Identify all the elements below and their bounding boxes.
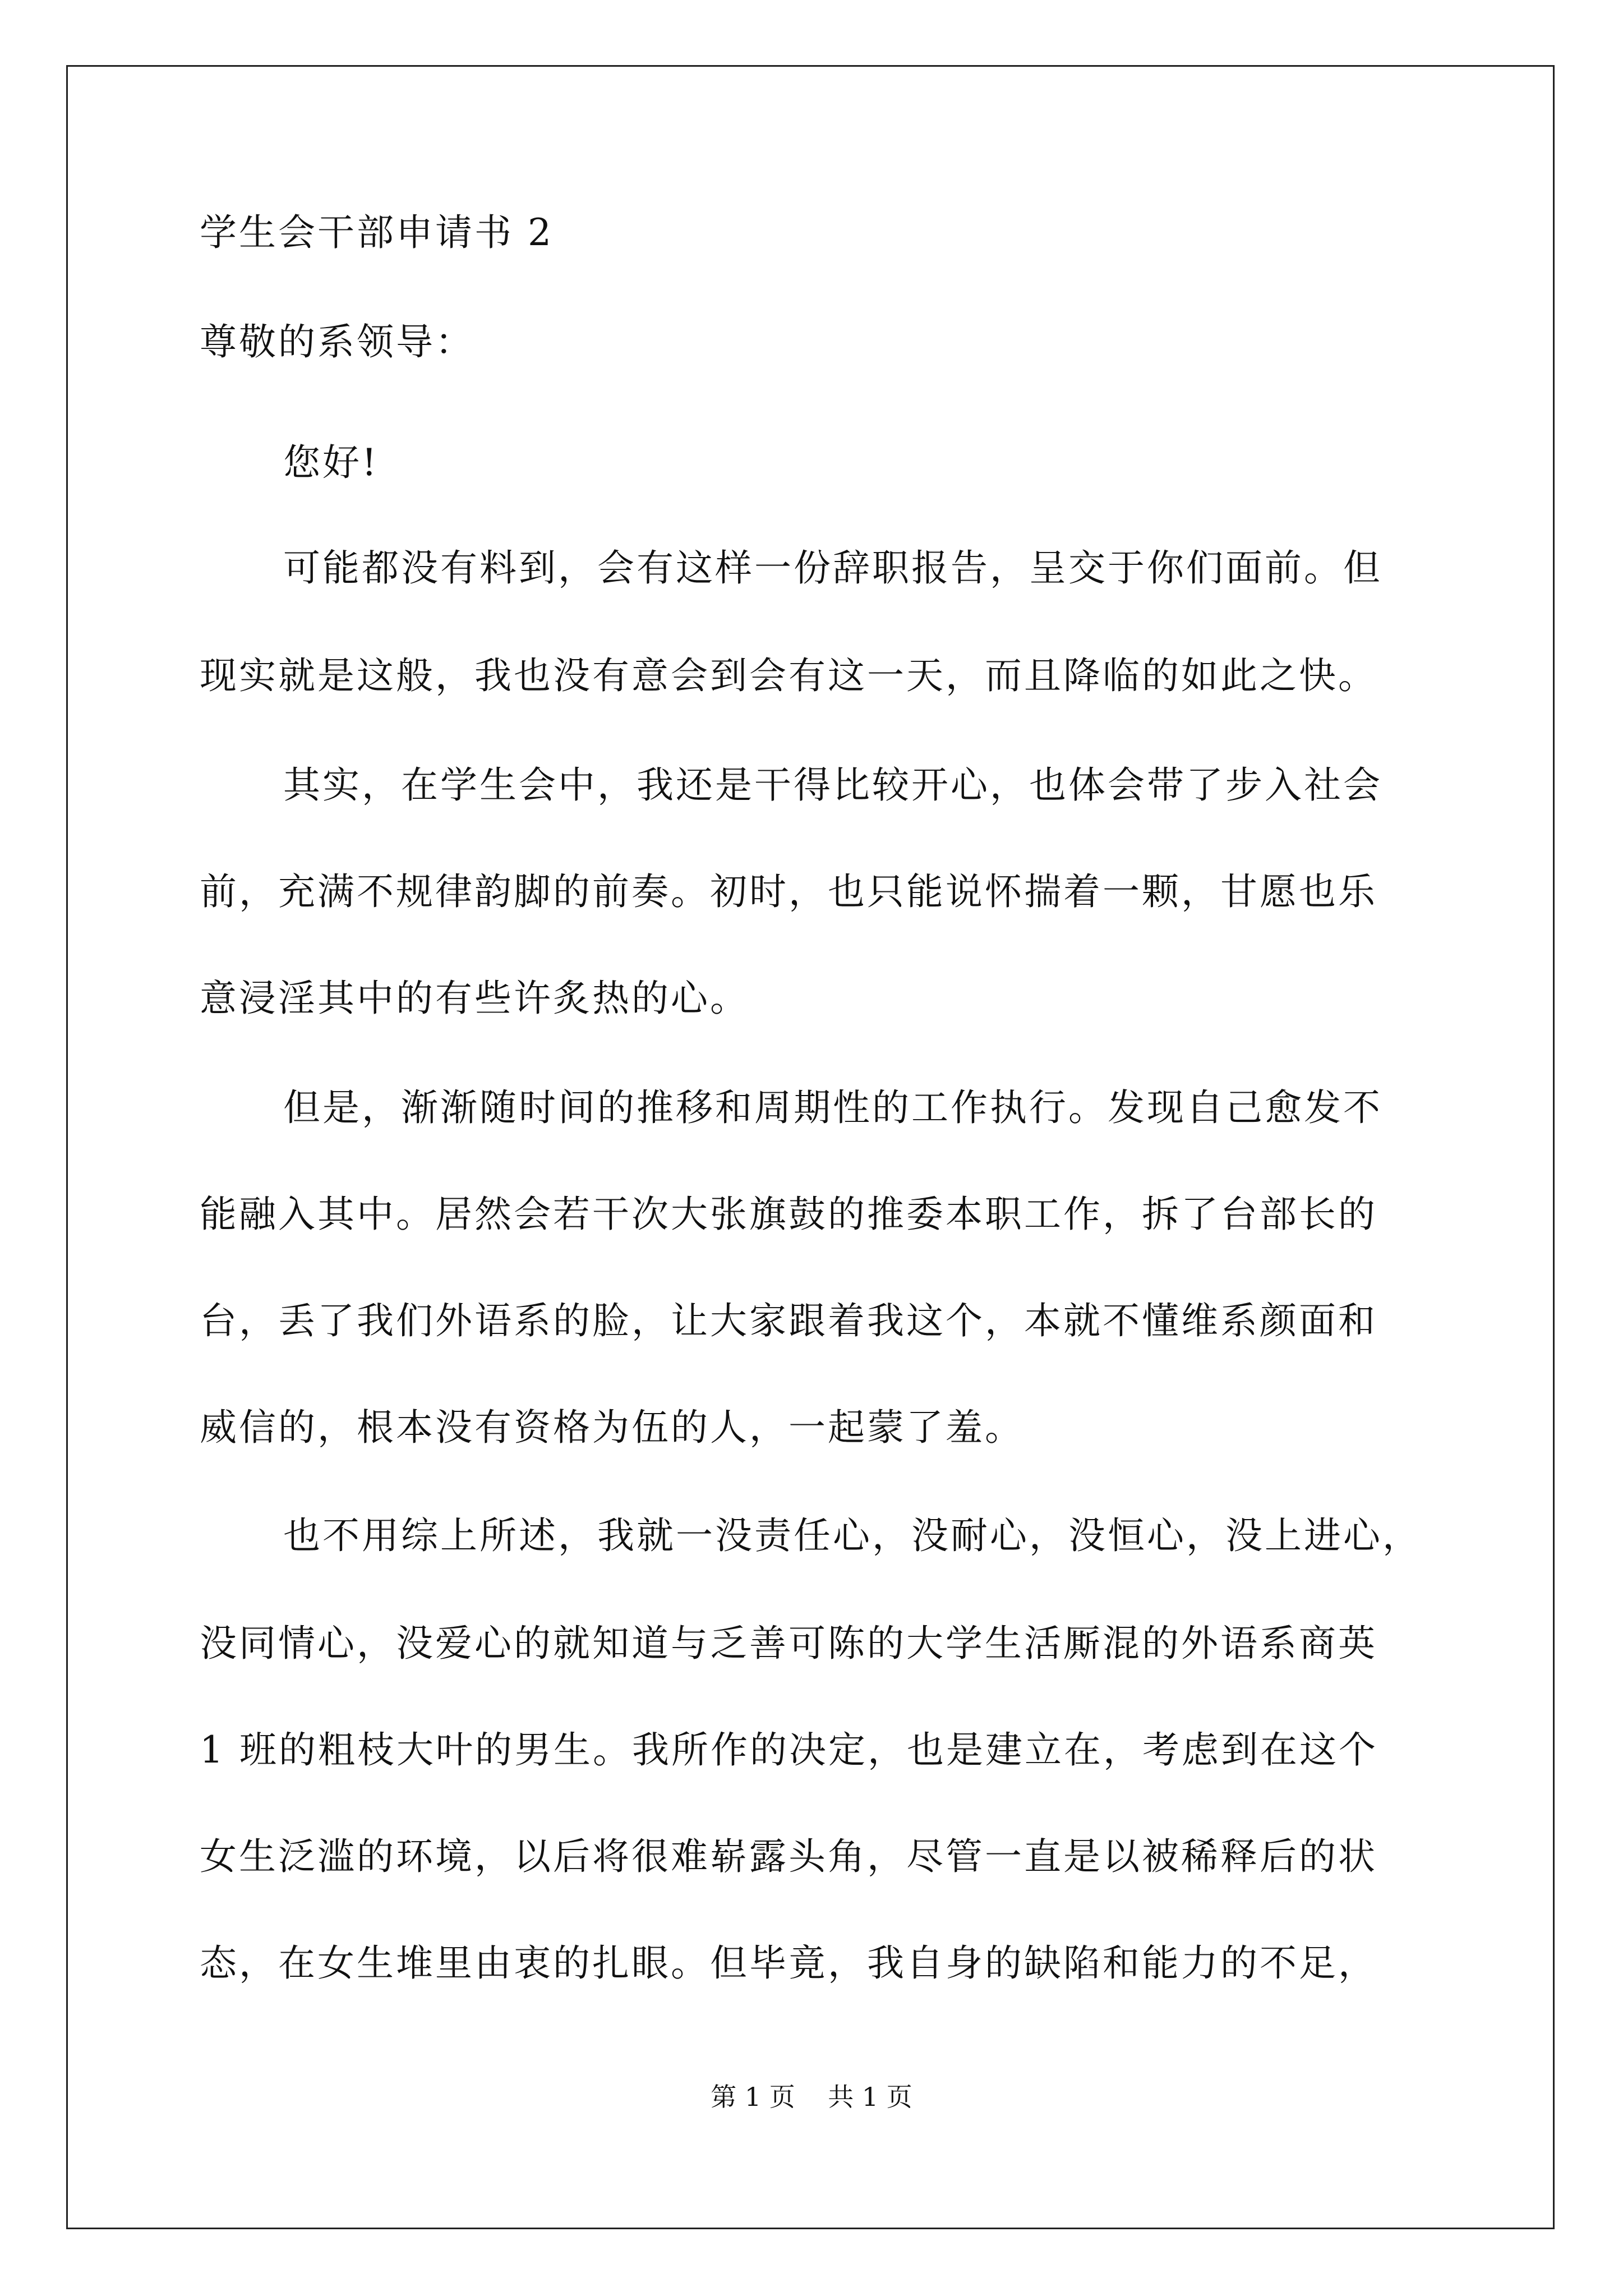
- page-border: [66, 65, 1555, 2229]
- paragraph-line: 1 班的粗枝大叶的男生。我所作的决定，也是建立在，考虑到在这个: [200, 1728, 1378, 1772]
- salutation: 尊敬的系领导：: [200, 320, 474, 364]
- paragraph-line: 前，充满不规律韵脚的前奏。初时，也只能说怀揣着一颗，甘愿也乐: [200, 870, 1377, 913]
- paragraph-line: 威信的，根本没有资格为伍的人，一起蒙了羞。: [200, 1406, 1024, 1449]
- paragraph-line: 台，丢了我们外语系的脸，让大家跟着我这个，本就不懂维系颜面和: [200, 1299, 1377, 1342]
- paragraph-line: 没同情心，没爱心的就知道与乏善可陈的大学生活厮混的外语系商英: [200, 1622, 1377, 1665]
- paragraph-line: 意浸淫其中的有些许炙热的心。: [200, 977, 749, 1020]
- document-title: 学生会干部申请书 2: [200, 211, 554, 254]
- paragraph-line: 其实，在学生会中，我还是干得比较开心，也体会带了步入社会: [283, 763, 1382, 807]
- page-number-footer: 第 1 页 共 1 页: [711, 2082, 912, 2112]
- paragraph-line: 也不用综上所述，我就一没责任心，没耐心，没恒心，没上进心，: [283, 1514, 1422, 1557]
- paragraph-line: 女生泛滥的环境，以后将很难崭露头角，尽管一直是以被稀释后的状: [200, 1835, 1377, 1878]
- paragraph-line: 但是，渐渐随时间的推移和周期性的工作执行。发现自己愈发不: [283, 1086, 1382, 1129]
- greeting: 您好!: [283, 441, 379, 484]
- paragraph-line: 态，在女生堆里由衷的扎眼。但毕竟，我自身的缺陷和能力的不足，: [200, 1941, 1377, 1985]
- paragraph-line: 能融入其中。居然会若干次大张旗鼓的推委本职工作，拆了台部长的: [200, 1193, 1377, 1236]
- paragraph-line: 可能都没有料到，会有这样一份辞职报告，呈交于你们面前。但: [283, 546, 1382, 590]
- paragraph-line: 现实就是这般，我也没有意会到会有这一天，而且降临的如此之快。: [200, 654, 1377, 697]
